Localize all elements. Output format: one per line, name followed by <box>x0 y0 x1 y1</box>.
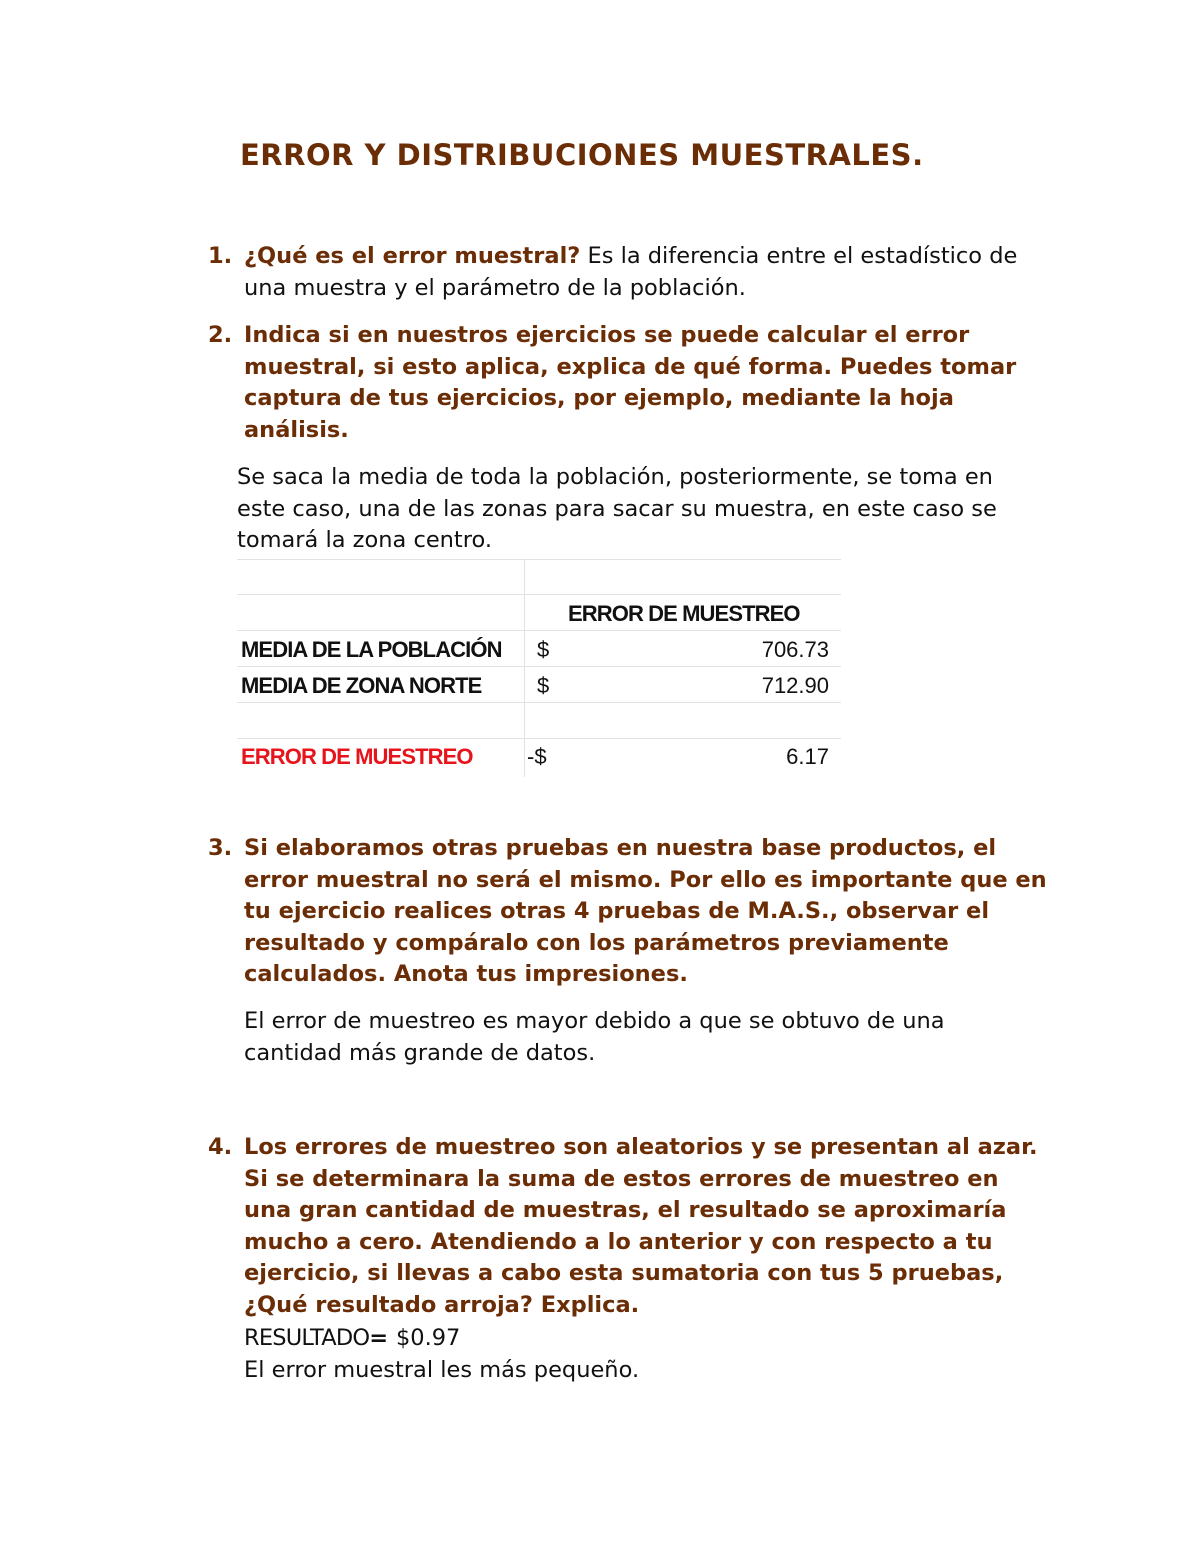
row-label-zone-mean: MEDIA DE ZONA NORTE <box>241 673 482 698</box>
result-value: $0.97 <box>395 1325 461 1351</box>
result-line <box>244 1323 1044 1355</box>
answer-text: Se saca la media de toda la población, posteriormente, se toma en este caso, una de las zonas para sacar su muestra, en este caso se tomará la zona centro. <box>237 464 997 553</box>
sampling-error-value: 6.17 <box>786 744 829 769</box>
question-1 <box>208 241 1048 304</box>
question-prompt: Si elaboramos otras pruebas en nuestra base productos, el error muestral no será el mismo. Por ello es importante que en tu ejercicio realices otras 4 pruebas de M.A.S., observar el resultado y compáralo con los parámetros previamente calculados. Anota tus impresiones. <box>244 835 1047 987</box>
currency-symbol: -$ <box>527 744 547 769</box>
question-prompt: ¿Qué es el error muestral? <box>244 243 581 269</box>
question-text <box>244 241 1048 304</box>
row-label-population-mean: MEDIA DE LA POBLACIÓN <box>241 637 502 662</box>
population-mean-value: 706.73 <box>761 637 829 662</box>
grid-line <box>237 702 841 703</box>
grid-line <box>237 738 841 739</box>
question-3 <box>208 833 1048 991</box>
document-title: ERROR Y DISTRIBUCIONES MUESTRALES. <box>240 138 924 172</box>
question-number: 1. <box>208 243 233 269</box>
question-4 <box>208 1132 1048 1321</box>
question-number: 2. <box>208 322 233 348</box>
grid-line <box>237 594 841 595</box>
zone-mean-value: 712.90 <box>761 673 829 698</box>
answer-text: El error muestral les más pequeño. <box>244 1357 640 1383</box>
table-header: ERROR DE MUESTREO <box>568 601 800 626</box>
grid-line <box>237 630 841 631</box>
row-label-sampling-error: ERROR DE MUESTREO <box>241 744 473 769</box>
currency-symbol: $ <box>537 673 550 698</box>
result-equals: = <box>369 1325 396 1351</box>
question-number: 4. <box>208 1134 233 1160</box>
question-number: 3. <box>208 835 233 861</box>
grid-line <box>237 666 841 667</box>
question-prompt: Los errores de muestreo son aleatorios y se presentan al azar. Si se determinara la suma de estos errores de muestreo en una gran cantidad de muestras, el resultado se aproximaría mucho a cero. Atendiendo a lo anterior y con respecto a tu ejercicio, si llevas a cabo esta sumatoria con tus 5 pruebas, ¿Qué resultado arroja? Explica. <box>244 1134 1038 1318</box>
grid-line <box>237 559 841 560</box>
answer-text: El error de muestreo es mayor debido a que se obtuvo de una cantidad más grande de datos. <box>244 1008 945 1066</box>
currency-symbol: $ <box>537 637 550 662</box>
question-prompt: Indica si en nuestros ejercicios se puede calcular el error muestral, si esto aplica, explica de qué forma. Puedes tomar captura de tus ejercicios, por ejemplo, mediante la hoja análisis. <box>244 322 1017 443</box>
grid-line <box>524 559 525 777</box>
question-2 <box>208 320 1048 446</box>
result-label: RESULTADO <box>244 1325 370 1351</box>
answer-text: Es la diferencia entre el estadístico de una muestra y el parámetro de la población. <box>244 243 1018 301</box>
spreadsheet-capture <box>237 559 841 777</box>
